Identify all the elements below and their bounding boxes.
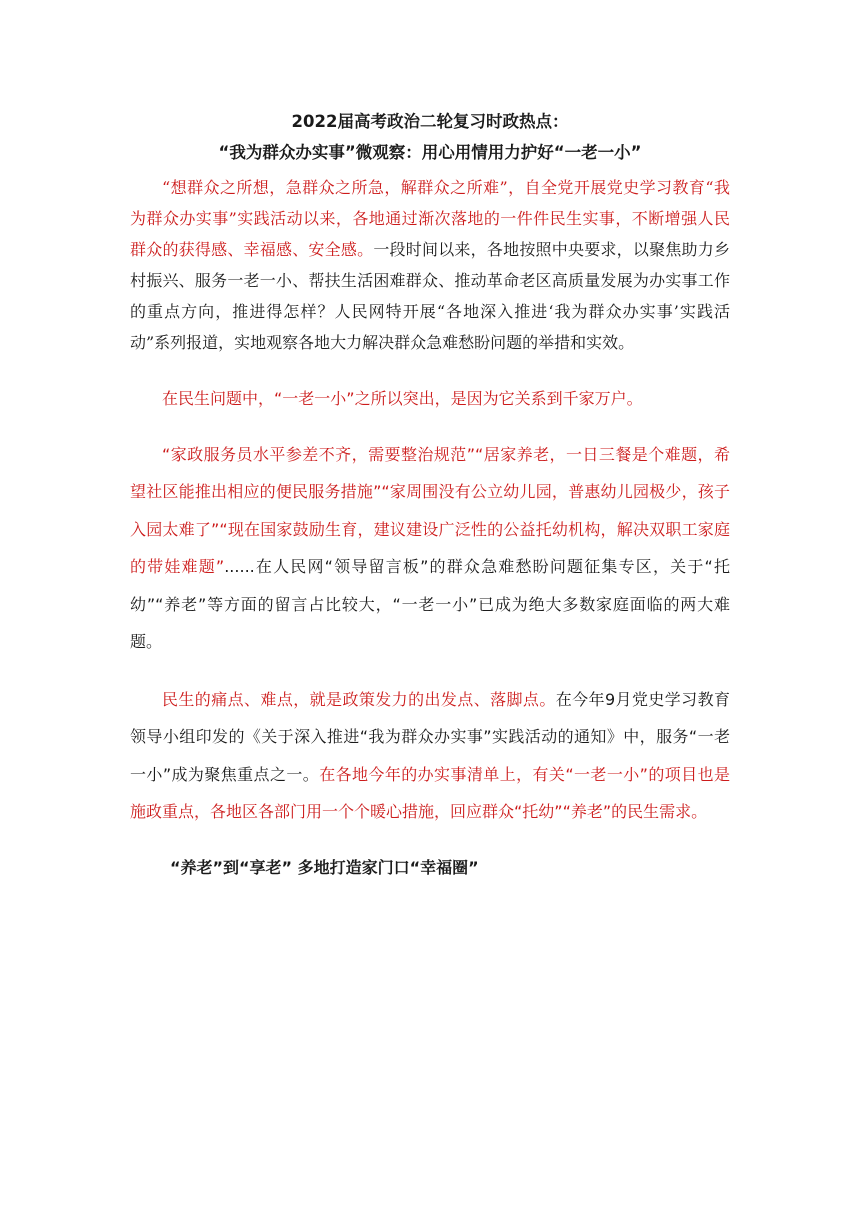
paragraph-1-red-text: 在民生问题中，“一老一小”之所以突出，是因为它关系到千家万户。 [162, 389, 643, 408]
document-page [130, 106, 730, 883]
document-title: 2022届高考政治二轮复习时政热点： [291, 112, 569, 131]
section-heading: “养老”到“享老” 多地打造家门口“幸福圈” [170, 857, 479, 877]
paragraph-2 [130, 436, 730, 661]
paragraph-3 [130, 681, 730, 831]
document-subtitle: “我为群众办实事”微观察：用心用情用力护好“一老一小” [218, 143, 642, 162]
intro-red-text: “想群众之所想，急群众之所急，解群众之所难”，自全党开展党史学习教育“我为群众办实事”实践活动以来，各地通过渐次落地的一件件民生实事，不断增强人民群众的获得感、幸福感、安全感。 [130, 178, 730, 259]
paragraph-1 [130, 380, 730, 418]
paragraph-3-red-text-2: 在各地今年的办实事清单上，有关“一老一小”的项目也是施政重点，各地区各部门用一个个暖心措施，回应群众“托幼”“养老”的民生需求。 [130, 764, 730, 821]
paragraph-2-black-text: ......在人民网“领导留言板”的群众急难愁盼问题征集专区，关于“托幼”“养老”等方面的留言占比较大，“一老一小”已成为绝大多数家庭面临的两大难题。 [130, 557, 730, 651]
paragraph-3-black-text: 在今年9月党史学习教育领导小组印发的《关于深入推进“我为群众办实事”实践活动的通知》中，服务“一老一小”成为聚焦重点之一。 [130, 689, 730, 784]
paragraph-3-red-text-1: 民生的痛点、难点，就是政策发力的出发点、落脚点。 [162, 689, 556, 709]
intro-black-text: 一段时间以来，各地按照中央要求，以聚焦助力乡村振兴、服务一老一小、帮扶生活困难群众、推动革命老区高质量发展为办实事工作的重点方向，推进得怎样？人民网特开展“各地深入推进‘我为群众办实事’实践活动”系列报道，实地观察各地大力解决群众急难愁盼问题的举措和实效。 [130, 240, 730, 352]
paragraph-2-red-text: “家政服务员水平参差不齐，需要整治规范”“居家养老，一日三餐是个难题，希望社区能推出相应的便民服务措施”“家周围没有公立幼儿园，普惠幼儿园极少，孩子入园太难了”“现在国家鼓励生育，建议建设广泛性的公益托幼机构，解决双职工家庭的带娃难题” [130, 444, 730, 576]
intro-paragraph [130, 172, 730, 358]
